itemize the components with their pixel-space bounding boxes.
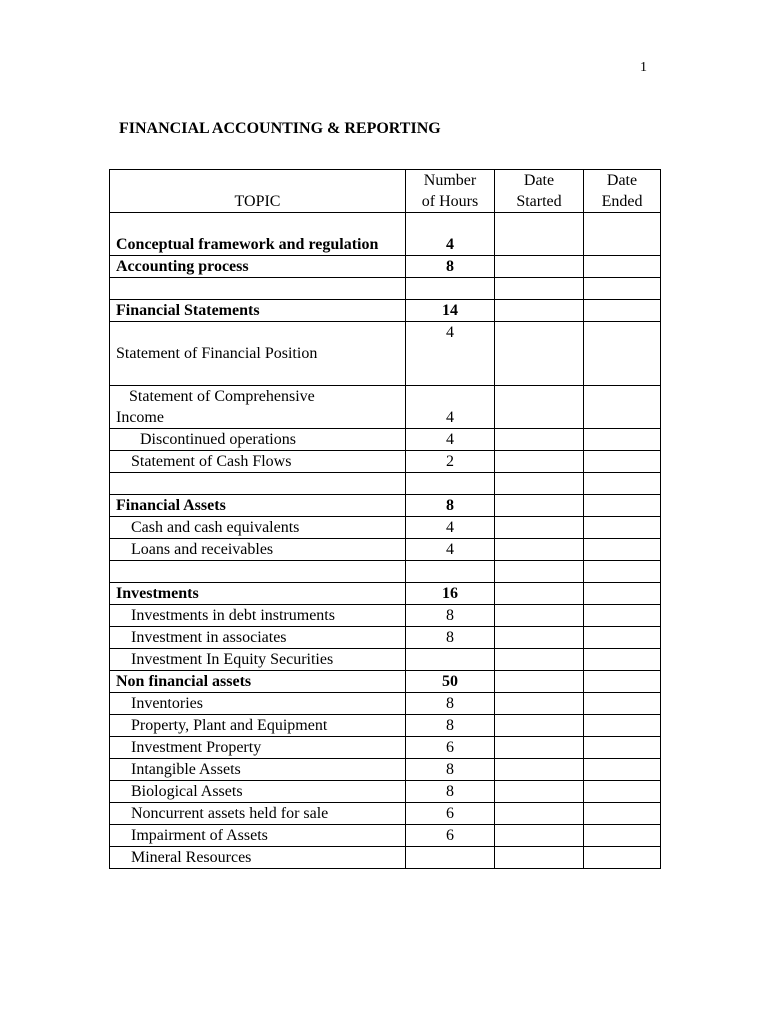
- topic-cell: Statement of Financial Position: [110, 322, 406, 386]
- date-started-cell: [495, 300, 584, 322]
- date-started-cell: [495, 649, 584, 671]
- date-started-cell: [495, 803, 584, 825]
- hours-cell: 4: [406, 213, 495, 256]
- date-started-cell: [495, 671, 584, 693]
- date-ended-cell: [584, 583, 661, 605]
- syllabus-table: [109, 169, 661, 869]
- table-row: [110, 693, 661, 715]
- date-ended-cell: [584, 737, 661, 759]
- date-ended-cell: [584, 495, 661, 517]
- topic-cell: Investments in debt instruments: [110, 605, 406, 627]
- table-row: [110, 213, 661, 256]
- hours-cell: 14: [406, 300, 495, 322]
- hours-cell: 50: [406, 671, 495, 693]
- topic-cell: Investment Property: [110, 737, 406, 759]
- topic-cell: Financial Statements: [110, 300, 406, 322]
- date-started-cell: [495, 517, 584, 539]
- date-ended-cell: [584, 473, 661, 495]
- date-ended-cell: [584, 539, 661, 561]
- date-started-cell: [495, 213, 584, 256]
- topic-cell: Statement of Cash Flows: [110, 451, 406, 473]
- hours-cell: 2: [406, 451, 495, 473]
- table-row: [110, 322, 661, 386]
- table-row-blank: [110, 473, 661, 495]
- hours-cell: 6: [406, 803, 495, 825]
- date-started-cell: [495, 605, 584, 627]
- topic-line1: Statement of Comprehensive: [129, 388, 315, 405]
- date-started-cell: [495, 473, 584, 495]
- hours-cell: 8: [406, 693, 495, 715]
- date-started-cell: [495, 825, 584, 847]
- topic-cell: Investments: [110, 583, 406, 605]
- table-header-row: [110, 170, 661, 213]
- table-row-blank: [110, 561, 661, 583]
- table-row-blank: [110, 278, 661, 300]
- date-ended-cell: [584, 671, 661, 693]
- column-header-hours: [406, 170, 495, 213]
- table-row: [110, 737, 661, 759]
- table-row: [110, 429, 661, 451]
- date-started-cell: [495, 847, 584, 869]
- date-started-cell: [495, 627, 584, 649]
- column-header-date-started-line2: Started: [516, 193, 562, 210]
- date-ended-cell: [584, 627, 661, 649]
- topic-cell: Inventories: [110, 693, 406, 715]
- hours-cell: 6: [406, 825, 495, 847]
- hours-cell: [406, 561, 495, 583]
- date-started-cell: [495, 759, 584, 781]
- hours-cell: [406, 473, 495, 495]
- hours-cell: 8: [406, 759, 495, 781]
- date-ended-cell: [584, 847, 661, 869]
- date-ended-cell: [584, 386, 661, 429]
- table-row: [110, 759, 661, 781]
- hours-cell: [406, 847, 495, 869]
- hours-cell: 8: [406, 627, 495, 649]
- date-ended-cell: [584, 781, 661, 803]
- column-header-topic: TOPIC: [110, 170, 406, 213]
- hours-cell: 6: [406, 737, 495, 759]
- date-ended-cell: [584, 278, 661, 300]
- column-header-date-ended: [584, 170, 661, 213]
- table-row: [110, 583, 661, 605]
- topic-cell: Intangible Assets: [110, 759, 406, 781]
- date-started-cell: [495, 429, 584, 451]
- column-header-date-started-line1: Date: [523, 172, 555, 189]
- hours-cell: 4: [406, 429, 495, 451]
- table-row: [110, 781, 661, 803]
- date-ended-cell: [584, 605, 661, 627]
- hours-cell: 8: [406, 605, 495, 627]
- page-number: 1: [640, 60, 647, 75]
- topic-cell: Conceptual framework and regulation: [110, 213, 406, 256]
- table-row: [110, 627, 661, 649]
- hours-cell: 8: [406, 256, 495, 278]
- date-started-cell: [495, 451, 584, 473]
- topic-cell: Accounting process: [110, 256, 406, 278]
- hours-cell: 4: [406, 539, 495, 561]
- date-started-cell: [495, 495, 584, 517]
- hours-cell: 8: [406, 495, 495, 517]
- table-row: [110, 386, 661, 429]
- date-ended-cell: [584, 213, 661, 256]
- date-started-cell: [495, 278, 584, 300]
- topic-cell: Cash and cash equivalents: [110, 517, 406, 539]
- date-ended-cell: [584, 649, 661, 671]
- table-row: [110, 715, 661, 737]
- hours-cell: 4: [406, 517, 495, 539]
- date-ended-cell: [584, 517, 661, 539]
- date-ended-cell: [584, 759, 661, 781]
- date-started-cell: [495, 561, 584, 583]
- column-header-hours-line1: Number: [423, 172, 477, 189]
- date-started-cell: [495, 583, 584, 605]
- column-header-hours-line2: of Hours: [421, 193, 479, 210]
- date-ended-cell: [584, 300, 661, 322]
- date-started-cell: [495, 386, 584, 429]
- hours-cell: 16: [406, 583, 495, 605]
- page-title: FINANCIAL ACCOUNTING & REPORTING: [119, 120, 441, 137]
- date-ended-cell: [584, 561, 661, 583]
- column-header-date-started: [495, 170, 584, 213]
- date-ended-cell: [584, 825, 661, 847]
- date-ended-cell: [584, 803, 661, 825]
- table-row: [110, 671, 661, 693]
- column-header-date-ended-line1: Date: [606, 172, 638, 189]
- topic-cell: Discontinued operations: [110, 429, 406, 451]
- table-row: [110, 256, 661, 278]
- topic-line2: Income: [116, 409, 164, 426]
- date-started-cell: [495, 781, 584, 803]
- topic-cell: Property, Plant and Equipment: [110, 715, 406, 737]
- topic-cell: Non financial assets: [110, 671, 406, 693]
- table-row: [110, 495, 661, 517]
- table-row: [110, 517, 661, 539]
- topic-cell: [110, 278, 406, 300]
- topic-cell: [110, 473, 406, 495]
- date-started-cell: [495, 539, 584, 561]
- topic-cell: Investment in associates: [110, 627, 406, 649]
- hours-cell: 8: [406, 781, 495, 803]
- date-ended-cell: [584, 256, 661, 278]
- table-row: [110, 803, 661, 825]
- date-started-cell: [495, 737, 584, 759]
- topic-cell: [110, 561, 406, 583]
- topic-cell: Biological Assets: [110, 781, 406, 803]
- date-ended-cell: [584, 451, 661, 473]
- hours-cell: [406, 278, 495, 300]
- hours-cell: [406, 649, 495, 671]
- table-row: [110, 649, 661, 671]
- hours-cell: 4: [406, 322, 495, 386]
- date-started-cell: [495, 715, 584, 737]
- table-row: [110, 539, 661, 561]
- table-row: [110, 825, 661, 847]
- topic-cell: Loans and receivables: [110, 539, 406, 561]
- date-ended-cell: [584, 693, 661, 715]
- column-header-date-ended-line2: Ended: [601, 193, 643, 210]
- table-row: [110, 451, 661, 473]
- topic-cell: Impairment of Assets: [110, 825, 406, 847]
- date-started-cell: [495, 256, 584, 278]
- date-ended-cell: [584, 715, 661, 737]
- hours-cell: 4: [406, 386, 495, 429]
- date-started-cell: [495, 693, 584, 715]
- hours-cell: 8: [406, 715, 495, 737]
- date-ended-cell: [584, 429, 661, 451]
- topic-cell: Mineral Resources: [110, 847, 406, 869]
- date-ended-cell: [584, 322, 661, 386]
- topic-cell: Investment In Equity Securities: [110, 649, 406, 671]
- topic-cell: [110, 386, 406, 429]
- topic-cell: Noncurrent assets held for sale: [110, 803, 406, 825]
- table-row: [110, 605, 661, 627]
- table-row: [110, 847, 661, 869]
- table-row: [110, 300, 661, 322]
- topic-cell: Financial Assets: [110, 495, 406, 517]
- date-started-cell: [495, 322, 584, 386]
